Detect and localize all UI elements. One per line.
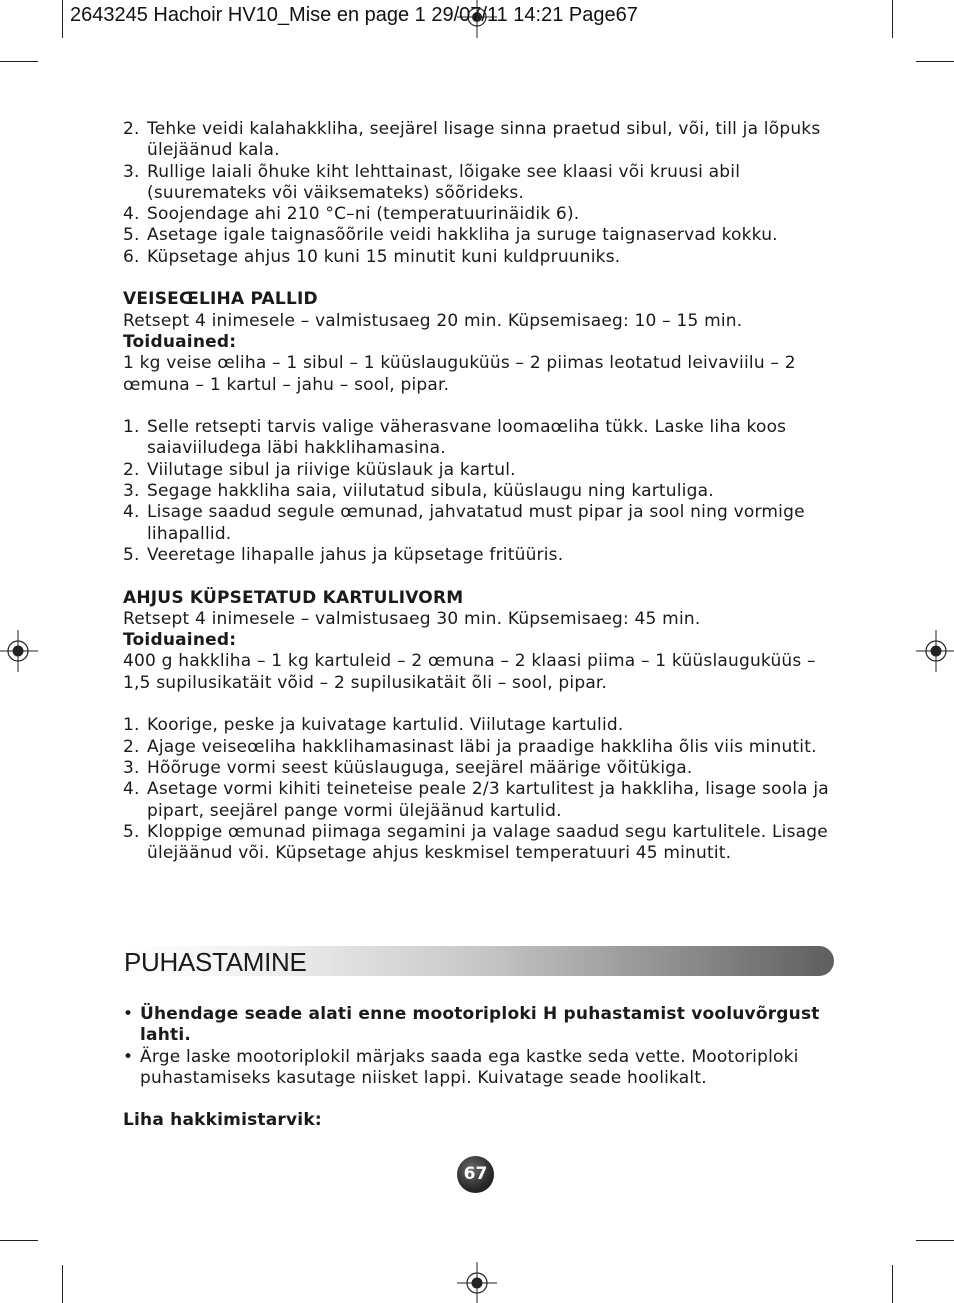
recipe-meta: Retsept 4 inimesele – valmistusaeg 20 min. Küpsemisaeg: 10 – 15 min. [123,310,743,331]
step-text: Selle retsepti tarvis valige väherasvane loomaœliha tükk. Laske liha koos saiaviiludega läbi hakklihamasina. [147,417,787,459]
list-item [123,545,838,566]
crop-mark [0,61,38,62]
list-item [123,481,838,502]
step-number: 3. [123,481,140,502]
list-item [123,1004,838,1047]
recipe-steps [123,715,838,864]
list-item [123,119,838,162]
step-number: 6. [123,246,140,267]
step-text: Koorige, peske ja kuivatage kartulid. Viilutage kartulid. [147,715,624,736]
subheading: Liha hakkimistarvik: [123,1110,322,1131]
main-content [123,119,838,864]
ingredients-label: Toiduained: [123,331,237,352]
instructions-list [123,119,838,268]
step-text: Soojendage ahi 210 °C–ni (temperatuurinäidik 6). [147,204,580,225]
list-item [123,417,838,460]
list-item [123,737,838,758]
step-text: Asetage vormi kihiti teineteise peale 2/3 kartulitest ja hakkliha, lisage soola ja pipart, seejärel pange vormi ülejäänud kartulid. [147,779,829,821]
crop-mark [916,1240,954,1241]
crop-mark [916,61,954,62]
step-text: Hõõruge vormi seest küüslauguga, seejärel määrige võitükiga. [147,757,693,778]
section-title: PUHASTAMINE [124,947,307,977]
step-text: Asetage igale taignasõõrile veidi hakkliha ja suruge taignaservad kokku. [147,225,778,246]
step-number: 5. [123,225,140,246]
step-text: Kloppige œmunad piimaga segamini ja valage saadud segu kartulitele. Lisage ülejäänud või. Küpsetage ahjus keskmisel temperatuuri 45 minutit. [147,821,828,864]
step-text: Veeretage lihapalle jahus ja küpsetage fritüüris. [147,544,564,565]
step-number: 5. [123,821,140,842]
bullet-icon: • [123,1046,134,1067]
registration-target-icon [0,630,40,672]
step-number: 4. [123,502,140,523]
recipe-title: VEISEŒLIHA PALLID [123,289,318,310]
bullet-text: Ärge laske mootoriplokil märjaks saada ega kastke seda vette. Mootoriploki puhastamiseks kasutage niisket lappi. Kuivatage seade hoolikalt. [140,1046,799,1088]
step-number: 2. [123,119,140,139]
step-number: 2. [123,459,140,480]
crop-mark [62,0,63,38]
step-number: 4. [123,204,140,225]
list-item [123,460,838,481]
step-text: Viilutage sibul ja riivige küüslauk ja kartul. [147,459,516,480]
step-number: 2. [123,736,140,757]
list-item [123,162,838,205]
print-slug-header: 2643245 Hachoir HV10_Mise en page 1 29/07/11 14:21 Page67 [70,4,638,26]
crop-mark [892,1265,893,1303]
step-text: Segage hakkliha saia, viilutatud sibula, küüslaugu ning kartuliga. [147,481,714,502]
step-number: 5. [123,544,140,565]
step-text: Ajage veiseœliha hakklihamasinast läbi ja praadige hakkliha õlis viis minutit. [147,736,817,757]
list-item [123,225,838,246]
step-number: 1. [123,417,140,438]
bullet-text: Ühendage seade alati enne mootoriploki H puhastamist vooluvõrgust lahti. [140,1004,820,1046]
recipe-steps [123,417,838,566]
crop-mark [892,0,893,38]
recipe-title: AHJUS KÜPSETATUD KARTULIVORM [123,587,464,608]
step-number: 3. [123,161,140,182]
list-item [123,715,838,736]
registration-target-icon [914,630,954,672]
page-number-badge: 67 [457,1156,494,1193]
step-number: 3. [123,757,140,778]
step-text: Küpsetage ahjus 10 kuni 15 minutit kuni kuldpruuniks. [147,246,621,267]
list-item [123,822,838,865]
step-number: 1. [123,715,140,736]
crop-mark [0,1240,38,1241]
list-item [123,247,838,268]
cleaning-bullets [123,1004,838,1089]
list-item [123,758,838,779]
list-item [123,502,838,545]
bullet-icon: • [123,1004,134,1024]
cleaning-content [123,1004,838,1132]
step-text: Lisage saadud segule œmunad, jahvatatud must pipar ja sool ning vormige lihapallid. [147,502,805,544]
step-text: Rullige laiali õhuke kiht lehttainast, lõigake see klaasi või kruusi abil (suuremateks või väiksemateks) sõõrideks. [147,161,741,203]
crop-mark [62,1265,63,1303]
list-item [123,779,838,822]
step-text: Tehke veidi kalahakkliha, seejärel lisage sinna praetud sibul, või, till ja lõpuks ülejäänud kala. [147,119,821,161]
step-number: 4. [123,779,140,800]
ingredients-text: 1 kg veise œliha – 1 sibul – 1 küüslauguküüs – 2 piimas leotatud leivaviilu – 2 œmuna – 1 kartul – jahu – sool, pipar. [123,353,796,395]
ingredients-label: Toiduained: [123,630,237,651]
list-item [123,204,838,225]
list-item [123,1047,838,1090]
registration-target-icon [457,1262,497,1303]
recipe-meta: Retsept 4 inimesele – valmistusaeg 30 min. Küpsemisaeg: 45 min. [123,608,701,629]
ingredients-text: 400 g hakkliha – 1 kg kartuleid – 2 œmuna – 2 klaasi piima – 1 küüslauguküüs – 1,5 supilusikatäit võid – 2 supilusikatäit õli – sool, pipar. [123,651,816,693]
